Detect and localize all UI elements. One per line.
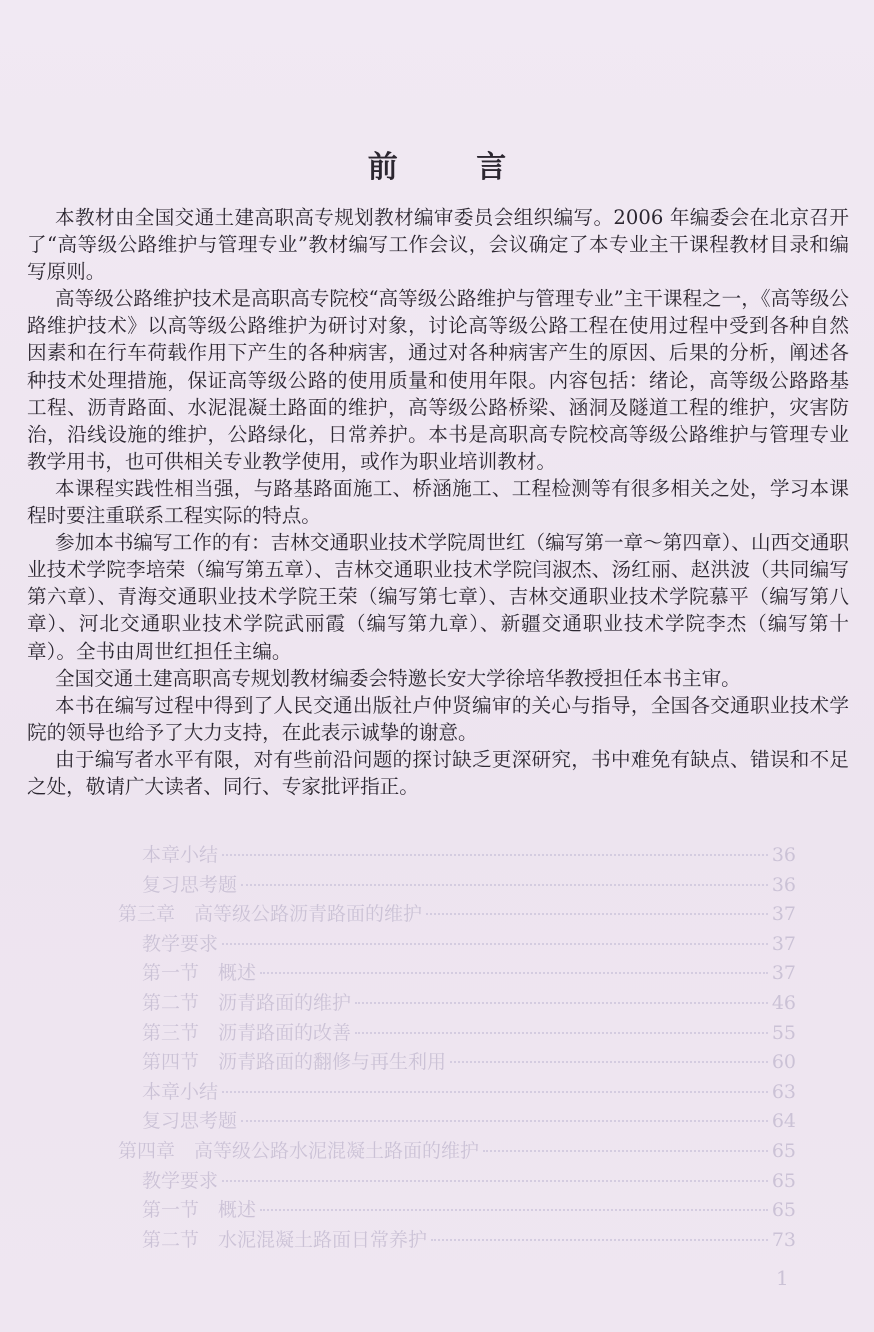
toc-entry-label: 第二节 水泥混凝土路面日常养护 [142, 1228, 428, 1251]
toc-entry-page: 65 [771, 1199, 796, 1222]
toc-entry [118, 958, 796, 988]
toc-leader-dots [241, 1120, 768, 1122]
toc-entry-page: 73 [771, 1228, 796, 1251]
toc-leader-dots [222, 1180, 768, 1182]
paragraph: 本书在编写过程中得到了人民交通出版社卢仲贤编审的关心与指导，全国各交通职业技术学院的领导也给予了大力支持，在此表示诚挚的谢意。 [27, 693, 849, 744]
toc-entry-label: 复习思考题 [142, 1110, 238, 1133]
toc-leader-dots [431, 1239, 768, 1241]
toc-entry [118, 1195, 796, 1225]
toc-entry-page: 63 [771, 1080, 796, 1103]
toc-leader-dots [260, 972, 768, 974]
paragraph: 高等级公路维护技术是高职高专院校“高等级公路维护与管理专业”主干课程之一，《高等级公路维护技术》以高等级公路维护为研讨对象，讨论高等级公路工程在使用过程中受到各种自然因素和在行车荷载作用下产生的各种病害，通过对各种病害产生的原因、后果的分析，阐述各种技术处理措施，保证高等级公路的使用质量和使用年限。内容包括：绪论，高等级公路路基工程、沥青路面、水泥混凝土路面的维护，高等级公路桥梁、涵洞及隧道工程的维护，灾害防治，沿线设施的维护，公路绿化，日常养护。本书是高职高专院校高等级公路维护与管理专业教学用书，也可供相关专业教学使用，或作为职业培训教材。 [27, 287, 849, 473]
toc-leader-dots [355, 1002, 768, 1004]
paragraph: 全国交通土建高职高专规划教材编委会特邀长安大学徐培华教授担任本书主审。 [55, 666, 741, 690]
page-number: 1 [776, 1266, 789, 1290]
toc-entry-label: 教学要求 [142, 932, 219, 955]
toc-entry-label: 第三节 沥青路面的改善 [142, 1021, 352, 1044]
toc-entry-page: 65 [771, 1139, 796, 1162]
toc-entry-page: 37 [771, 932, 796, 955]
toc-leader-dots [450, 1061, 768, 1063]
toc-leader-dots [222, 854, 768, 856]
toc-entry [118, 870, 796, 900]
toc-entry-label: 第一节 概述 [142, 1199, 257, 1222]
preface-body [27, 204, 849, 800]
toc-entry-label: 第一节 概述 [142, 962, 257, 985]
toc-entry [118, 840, 796, 870]
toc-leader-dots [426, 913, 768, 915]
toc-leader-dots [222, 943, 768, 945]
toc-entry [118, 899, 796, 929]
toc-entry-label: 本章小结 [142, 844, 219, 866]
toc-entry-page: 37 [771, 903, 796, 926]
toc-entry-label: 第四节 沥青路面的翻修与再生利用 [142, 1051, 447, 1074]
toc-entry-label: 第二节 沥青路面的维护 [142, 991, 352, 1014]
toc-entry-page: 60 [771, 1051, 796, 1074]
toc-entry [118, 1047, 796, 1077]
toc-leader-dots [222, 1091, 768, 1093]
paragraph: 本课程实践性相当强，与路基路面施工、桥涵施工、工程检测等有很多相关之处，学习本课程时要注重联系工程实际的特点。 [27, 476, 849, 528]
paragraph: 本教材由全国交通土建高职高专规划教材编审委员会组织编写。2006 年编委会在北京召开了“高等级公路维护与管理专业”教材编写工作会议，会议确定了本专业主干课程教材目录和编写原则。 [27, 206, 849, 284]
toc-entry-page: 36 [771, 844, 796, 866]
toc-entry-label: 教学要求 [142, 1169, 219, 1192]
toc-entry-label: 第四章 高等级公路水泥混凝土路面的维护 [118, 1139, 480, 1162]
toc-entry-page: 37 [771, 962, 796, 985]
toc-entry-page: 55 [771, 1021, 796, 1044]
toc-leader-dots [241, 884, 768, 886]
toc-leader-dots [355, 1032, 768, 1034]
toc-entry [118, 1136, 796, 1166]
toc-entry-label: 复习思考题 [142, 873, 238, 896]
toc-entry-page: 36 [771, 873, 796, 896]
toc-entry [118, 1106, 796, 1136]
paragraph: 由于编写者水平有限，对有些前沿问题的探讨缺乏更深研究，书中难免有缺点、错误和不足之处，敬请广大读者、同行、专家批评指正。 [27, 747, 849, 798]
toc-entry-label: 第三章 高等级公路沥青路面的维护 [118, 903, 423, 926]
toc-entry-label: 本章小结 [142, 1080, 219, 1103]
page-title: 前 言 [367, 150, 541, 185]
toc-entry [118, 1018, 796, 1048]
toc-entry [118, 1166, 796, 1196]
toc-leader-dots [260, 1209, 768, 1211]
bleed-through-toc [118, 840, 796, 1254]
toc-entry-page: 46 [771, 991, 796, 1014]
toc-leader-dots [483, 1150, 768, 1152]
toc-entry [118, 1225, 796, 1255]
toc-entry-page: 65 [771, 1169, 796, 1192]
toc-entry [118, 988, 796, 1018]
paragraph: 参加本书编写工作的有：吉林交通职业技术学院周世红（编写第一章～第四章）、山西交通职业技术学院李培荣（编写第五章）、吉林交通职业技术学院闫淑杰、汤红丽、赵洪波（共同编写第六章）、青海交通职业技术学院王荣（编写第七章）、吉林交通职业技术学院慕平（编写第八章）、河北交通职业技术学院武丽霞（编写第九章）、新疆交通职业技术学院李杰（编写第十章）。全书由周世红担任主编。 [27, 531, 849, 663]
toc-entry [118, 1077, 796, 1107]
toc-entry [118, 929, 796, 959]
toc-entry-page: 64 [771, 1110, 796, 1133]
